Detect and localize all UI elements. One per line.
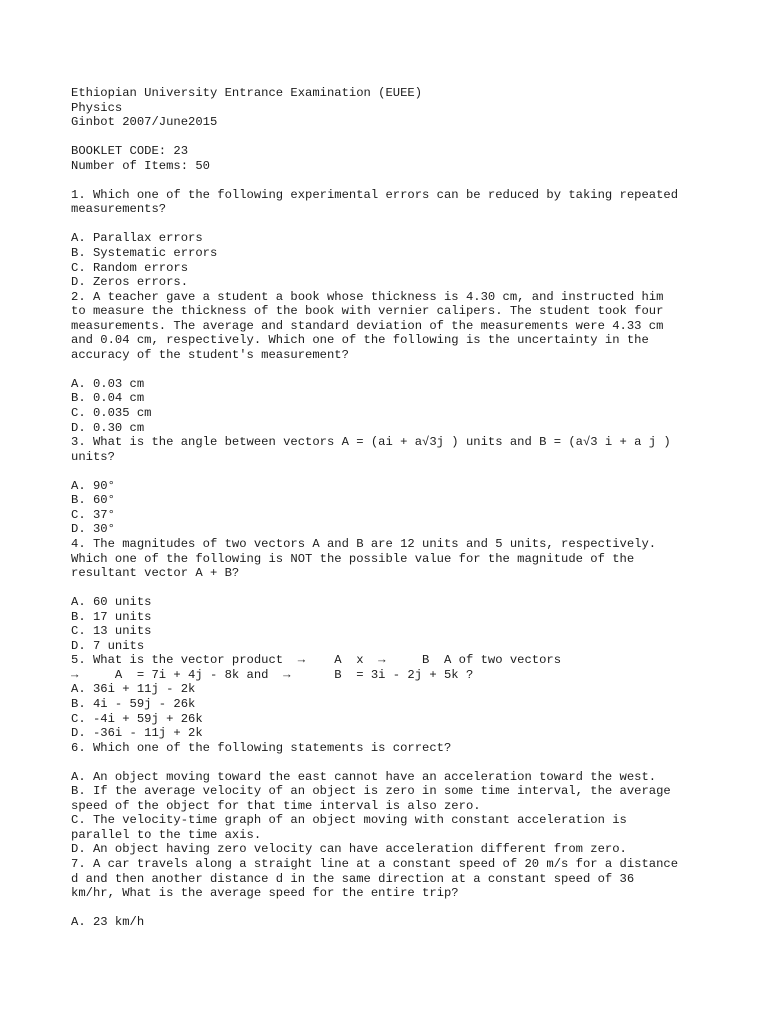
text-line: 1. Which one of the following experimental errors can be reduced by taking repeated: [71, 187, 679, 202]
text-line: parallel to the time axis.: [71, 827, 262, 842]
text-line: C. The velocity-time graph of an object moving with constant acceleration is: [71, 813, 627, 828]
text-line: A. 0.03 cm: [71, 376, 145, 391]
text-line: 3. What is the angle between vectors A = (ai + a√3j ) units and B = (a√3 i + a j ): [71, 435, 671, 450]
text-line: 6. Which one of the following statements is correct?: [71, 740, 452, 755]
text-line: D. -36i - 11j + 2k: [71, 726, 203, 741]
text-line: → A = 7i + 4j - 8k and → B = 3i - 2j + 5k ?: [71, 667, 474, 682]
blank-line: [71, 464, 711, 479]
text-line: units?: [71, 449, 115, 464]
text-line: Physics: [71, 100, 123, 115]
text-line: 5. What is the vector product → A x → B A of two vectors: [71, 653, 562, 668]
text-line: B. 60°: [71, 493, 115, 508]
text-line: A. 23 km/h: [71, 915, 145, 930]
blank-line: [71, 755, 711, 770]
text-line: 2. A teacher gave a student a book whose thickness is 4.30 cm, and instructed him: [71, 289, 664, 304]
exam-document: [71, 86, 711, 930]
text-line: D. An object having zero velocity can have acceleration different from zero.: [71, 842, 627, 857]
text-line: A. 90°: [71, 478, 115, 493]
text-line: A. 60 units: [71, 595, 152, 610]
text-line: D. 0.30 cm: [71, 420, 145, 435]
text-line: measurements?: [71, 202, 167, 217]
text-line: C. 0.035 cm: [71, 406, 152, 421]
blank-line: [71, 362, 711, 377]
text-line: A. 36i + 11j - 2k: [71, 682, 196, 697]
text-line: B. If the average velocity of an object is zero in some time interval, the average: [71, 784, 671, 799]
text-line: Ethiopian University Entrance Examination (EUEE): [71, 86, 423, 100]
text-line: speed of the object for that time interval is also zero.: [71, 798, 481, 813]
text-line: A. An object moving toward the east cannot have an acceleration toward the west.: [71, 769, 657, 784]
blank-line: [71, 581, 711, 596]
text-line: B. 0.04 cm: [71, 391, 145, 406]
text-line: accuracy of the student's measurement?: [71, 347, 349, 362]
blank-line: [71, 901, 711, 916]
text-line: resultant vector A + B?: [71, 566, 240, 581]
blank-line: [71, 173, 711, 188]
text-line: D. 30°: [71, 522, 115, 537]
blank-line: [71, 130, 711, 145]
text-line: C. Random errors: [71, 260, 189, 275]
text-line: Which one of the following is NOT the possible value for the magnitude of the: [71, 551, 635, 566]
text-line: to measure the thickness of the book with vernier calipers. The student took four: [71, 304, 664, 319]
text-line: 4. The magnitudes of two vectors A and B are 12 units and 5 units, respectively.: [71, 536, 657, 551]
text-line: BOOKLET CODE: 23: [71, 144, 189, 159]
text-line: measurements. The average and standard deviation of the measurements were 4.33 cm: [71, 318, 664, 333]
text-line: A. Parallax errors: [71, 231, 203, 246]
blank-line: [71, 217, 711, 232]
text-line: B. 4i - 59j - 26k: [71, 696, 196, 711]
text-line: B. 17 units: [71, 609, 152, 624]
text-line: C. 13 units: [71, 624, 152, 639]
text-line: km/hr, What is the average speed for the entire trip?: [71, 886, 459, 901]
text-line: and 0.04 cm, respectively. Which one of the following is the uncertainty in the: [71, 333, 649, 348]
text-line: C. -4i + 59j + 26k: [71, 711, 203, 726]
text-line: D. 7 units: [71, 638, 145, 653]
text-line: 7. A car travels along a straight line at a constant speed of 20 m/s for a distance: [71, 856, 679, 871]
text-line: d and then another distance d in the same direction at a constant speed of 36: [71, 871, 635, 886]
text-line: B. Systematic errors: [71, 246, 218, 261]
text-line: C. 37°: [71, 507, 115, 522]
text-line: Ginbot 2007/June2015: [71, 115, 218, 130]
text-line: Number of Items: 50: [71, 158, 210, 173]
text-line: D. Zeros errors.: [71, 275, 189, 290]
